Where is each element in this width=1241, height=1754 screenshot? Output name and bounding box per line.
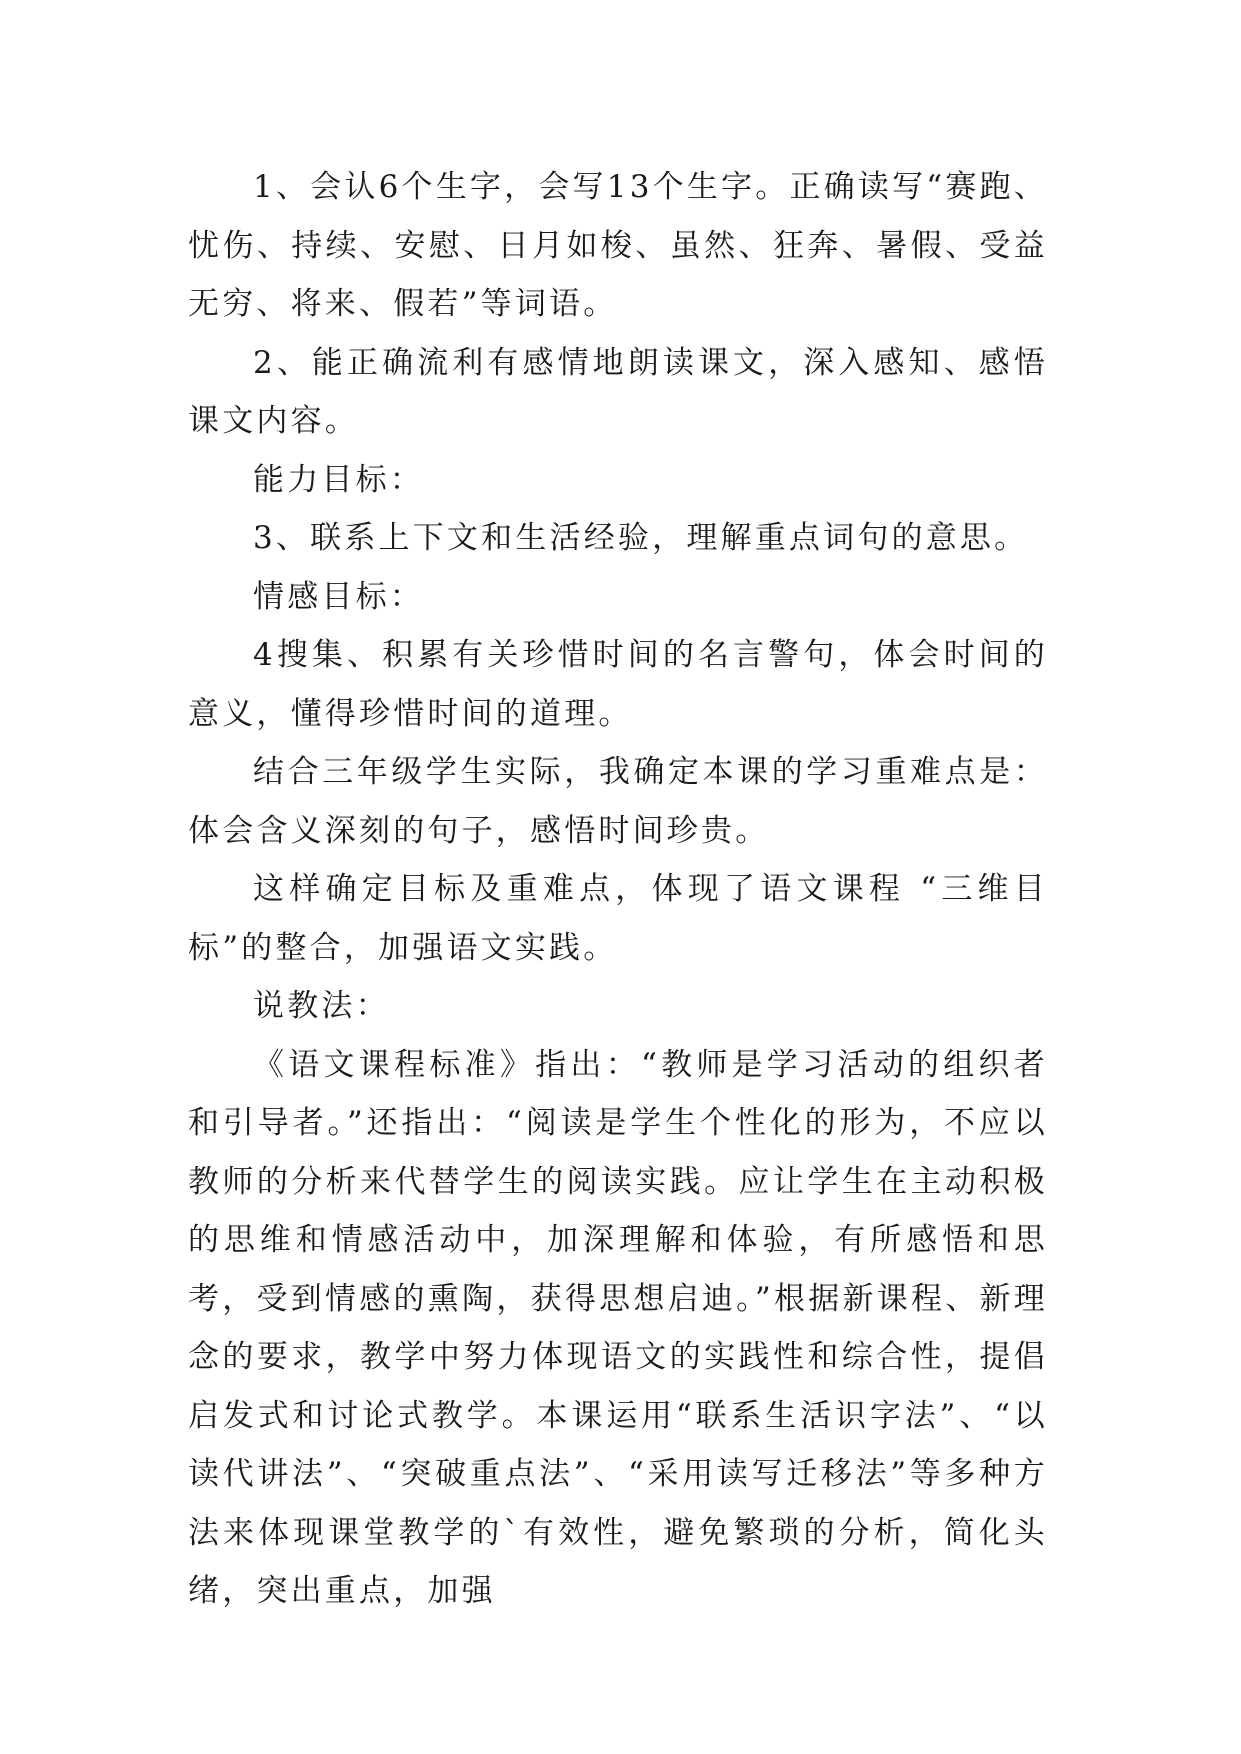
- document-body: [188, 158, 1048, 1621]
- paragraph-objective-1: 1、会认6个生字，会写13个生字。正确读写“赛跑、忧伤、持续、安慰、日月如梭、虽然、狂奔、暑假、受益无穷、将来、假若”等词语。: [188, 169, 1048, 322]
- heading-ability-goals: 能力目标：: [253, 461, 424, 498]
- heading-teaching-method: 说教法：: [253, 988, 390, 1024]
- heading-emotion-goals: 情感目标：: [253, 578, 424, 615]
- paragraph-teaching-method: 《语文课程标准》指出：“教师是学习活动的组织者和引导者。”还指出：“阅读是学生个性化的形为，不应以教师的分析来代替学生的阅读实践。应让学生在主动积极的思维和情感活动中，加深理解和体验，有所感悟和思考，受到情感的熏陶，获得思想启迪。”根据新课程、新理念的要求，教学中努力体现语文的实践性和综合性，提倡启发式和讨论式教学。本课运用“联系生活识字法”、“以读代讲法”、“突破重点法”、“采用读写迁移法”等多种方法来体现课堂教学的`有效性，避免繁琐的分析，简化头绪，突出重点，加强: [188, 1046, 1048, 1609]
- paragraph-key-difficulties: 结合三年级学生实际，我确定本课的学习重难点是：体会含义深刻的句子，感悟时间珍贵。: [188, 754, 1048, 849]
- paragraph-goal-summary: 这样确定目标及重难点，体现了语文课程 “三维目标”的整合，加强语文实践。: [188, 871, 1048, 966]
- paragraph-objective-4: 4搜集、积累有关珍惜时间的名言警句，体会时间的意义，懂得珍惜时间的道理。: [188, 637, 1048, 732]
- paragraph-objective-3: 3、联系上下文和生活经验，理解重点词句的意思。: [253, 520, 1029, 556]
- paragraph-objective-2: 2、能正确流利有感情地朗读课文，深入感知、感悟课文内容。: [188, 344, 1048, 439]
